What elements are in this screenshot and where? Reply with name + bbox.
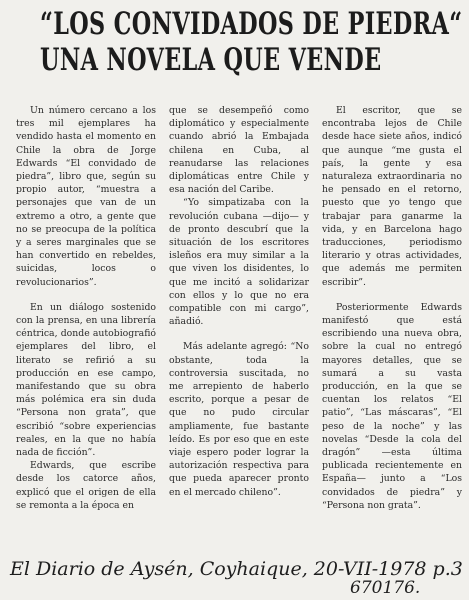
paragraph: En un diálogo sostenido con la prensa, en una librería céntrica, donde autobiografió ejemplares del libro, el literato se refirió a su producción en ese campo, manifestando que su obra más polémica era sin duda “Persona non grata”, que escribió “sobre experiencias reales, en la que no había nada de ficción”. [16, 301, 156, 459]
article-column-1 [16, 104, 156, 574]
headline-line-1: “LOS CONVIDADOS DE PIEDRA“ [40, 6, 463, 42]
handwritten-source-note: El Diario de Aysén, Coyhaique, 20-VII-1978 p.3 [10, 558, 463, 580]
paragraph: Más adelante agregó: “No obstante, toda la controversia suscitada, no me arrepiento de haberlo escrito, porque a pesar de que no pudo circular ampliamente, fue bastante leído. Es por eso que en este viaje espero poder lograr la autorización respectiva para que pueda aparecer pronto en el mercado chileno”. [169, 341, 309, 498]
paragraph: que se desempeñó como diplomático y especialmente cuando abrió la Embajada chilena en Cuba, al reanudarse las relaciones diplomáticas entre Chile y esa nación del Caribe. [169, 105, 309, 196]
paragraph: “Yo simpatizaba con la revolución cubana —dijo— y de pronto descubrí que la situación de los escritores isleños era muy similar a la que viven los disidentes, lo que me incitó a solidarizar con ellos y lo que no era compatible con mi cargo”, añadió. [169, 197, 309, 328]
paragraph: Posteriormente Edwards manifestó que está escribiendo una nueva obra, sobre la cual no entregó mayores detalles, que se sumará a su vasta producción, en la que se cuentan los relatos “El patio”, “Las máscaras”, “El peso de la noche” y las novelas “Desde la cola del dragón” —esta última publicada recientemente en España— junto a “Los convidados de piedra” y “Persona non grata”. [322, 301, 462, 511]
paragraph: Un número cercano a los tres mil ejemplares ha vendido hasta el momento en Chile la obra de Jorge Edwards “El convidado de piedra”, libro que, según su propio autor, “muestra a personajes que van de un extremo a otro, a gente que no se preocupa de la política y a seres marginales que se han convertido en rebeldes, suicidas, locos o revolucionarios”. [16, 105, 156, 288]
article-column-3 [322, 104, 462, 574]
article-body [16, 104, 462, 574]
headline [40, 6, 463, 78]
paragraph: Edwards, que escribe desde los catorce años, explicó que el origen de ella se remonta a la época en [16, 460, 156, 511]
paragraph: El escritor, que se encontraba lejos de Chile desde hace siete años, indicó que aunque “me gusta el país, la gente y esa naturaleza extraordinaria no he pensado en el retorno, puesto que yo tengo que trabajar para ganarme la vida, y en Barcelona hago traducciones, periodismo literario y otras actividades, que además me permiten escribir”. [322, 105, 462, 288]
article-column-2 [169, 104, 309, 574]
headline-line-2: UNA NOVELA QUE VENDE [40, 42, 382, 78]
handwritten-catalog-number: 670176. [350, 578, 421, 598]
